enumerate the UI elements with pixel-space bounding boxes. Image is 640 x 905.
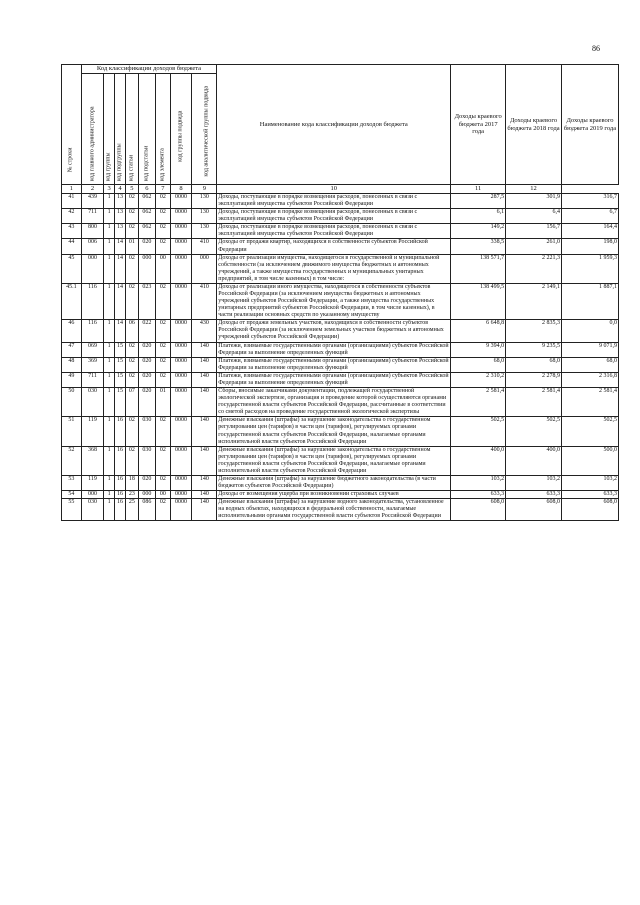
table-row bbox=[62, 357, 619, 372]
code-admin: 711 bbox=[81, 372, 104, 387]
code-admin: 439 bbox=[81, 194, 104, 209]
code-subarticle: 062 bbox=[138, 194, 156, 209]
code-admin: 000 bbox=[81, 254, 104, 283]
row-number: 50 bbox=[62, 388, 82, 417]
code-analytic: 410 bbox=[192, 239, 217, 254]
code-group: 1 bbox=[104, 239, 114, 254]
table-row bbox=[62, 194, 619, 209]
value-2018: 608,0 bbox=[506, 499, 562, 521]
value-2017: 6,1 bbox=[451, 209, 506, 224]
table-row bbox=[62, 209, 619, 224]
column-number: 6 bbox=[138, 185, 156, 194]
table-row bbox=[62, 283, 619, 319]
revenue-name: Денежные взыскания (штрафы) за нарушение водного законодательства, установленное на водных объектах, находящихся в федеральной собственности, налагаемые исполнительными органами государственной власти субъектов Российской Федерации bbox=[217, 499, 451, 521]
header-2018: Доходы краевого бюджета 2018 года bbox=[506, 65, 562, 185]
code-analytic: 000 bbox=[192, 254, 217, 283]
code-element: 02 bbox=[156, 357, 170, 372]
value-2019: 316,7 bbox=[561, 194, 618, 209]
value-2017: 633,3 bbox=[451, 491, 506, 499]
code-subgroup: 16 bbox=[114, 475, 125, 490]
value-2019: 502,5 bbox=[561, 417, 618, 446]
column-number: 10 bbox=[217, 185, 451, 194]
row-number: 48 bbox=[62, 357, 82, 372]
code-subgroup: 15 bbox=[114, 388, 125, 417]
row-number: 42 bbox=[62, 209, 82, 224]
code-group: 1 bbox=[104, 224, 114, 239]
value-2017: 138 571,7 bbox=[451, 254, 506, 283]
code-article: 02 bbox=[126, 224, 138, 239]
code-analytic: 130 bbox=[192, 224, 217, 239]
code-subgroup: 16 bbox=[114, 446, 125, 475]
table-row bbox=[62, 372, 619, 387]
value-2017: 9 394,0 bbox=[451, 342, 506, 357]
code-article: 02 bbox=[126, 372, 138, 387]
value-2017: 103,2 bbox=[451, 475, 506, 490]
code-element: 00 bbox=[156, 491, 170, 499]
code-subgroup: 15 bbox=[114, 342, 125, 357]
code-analytic: 430 bbox=[192, 320, 217, 342]
code-subtype-group: 0000 bbox=[170, 239, 192, 254]
code-analytic: 140 bbox=[192, 499, 217, 521]
value-2018: 2 278,9 bbox=[506, 372, 562, 387]
code-article: 02 bbox=[126, 357, 138, 372]
value-2019: 500,0 bbox=[561, 446, 618, 475]
code-admin: 368 bbox=[81, 446, 104, 475]
code-admin: 030 bbox=[81, 499, 104, 521]
row-number: 51 bbox=[62, 417, 82, 446]
value-2017: 338,5 bbox=[451, 239, 506, 254]
code-subarticle: 020 bbox=[138, 475, 156, 490]
revenue-name: Денежные взыскания (штрафы) за нарушение законодательства о государственном регулировании цен (тарифов) в части цен (тарифов), регулируемых органами государственной власти субъектов Российской Федерации, налагаемые органами исполнительной власти субъектов Российской Федерации bbox=[217, 417, 451, 446]
code-article: 18 bbox=[126, 475, 138, 490]
row-number: 54 bbox=[62, 491, 82, 499]
revenue-name: Доходы от продажи квартир, находящихся в собственности субъектов Российской Федерации bbox=[217, 239, 451, 254]
value-2017: 608,0 bbox=[451, 499, 506, 521]
code-subarticle: 000 bbox=[138, 491, 156, 499]
revenue-name: Доходы от реализации иного имущества, находящегося в собственности субъектов Российской Федерации (за исключением имущества бюджетных и автономных учреждений субъектов Российской Федерации, а также имущества государственных унитарных предприятий субъектов Российской Федерации, в том числе казенных), в части реализации основных средств по указанному имуществу bbox=[217, 283, 451, 319]
code-element: 00 bbox=[156, 254, 170, 283]
code-analytic: 130 bbox=[192, 194, 217, 209]
code-analytic: 410 bbox=[192, 283, 217, 319]
code-subarticle: 086 bbox=[138, 499, 156, 521]
value-2018: 68,0 bbox=[506, 357, 562, 372]
column-number: 12 bbox=[506, 185, 562, 194]
code-subarticle: 030 bbox=[138, 446, 156, 475]
code-group: 1 bbox=[104, 357, 114, 372]
code-admin: 800 bbox=[81, 224, 104, 239]
code-article: 02 bbox=[126, 417, 138, 446]
code-subtype-group: 0000 bbox=[170, 342, 192, 357]
table-row bbox=[62, 499, 619, 521]
column-number: 11 bbox=[451, 185, 506, 194]
table-row bbox=[62, 491, 619, 499]
code-subtype-group: 0000 bbox=[170, 320, 192, 342]
header-code-analytic: код аналитической группы подвида bbox=[192, 74, 217, 185]
table-row bbox=[62, 342, 619, 357]
code-group: 1 bbox=[104, 194, 114, 209]
code-analytic: 140 bbox=[192, 372, 217, 387]
value-2018: 2 581,4 bbox=[506, 388, 562, 417]
value-2019: 1 959,3 bbox=[561, 254, 618, 283]
code-subgroup: 14 bbox=[114, 239, 125, 254]
code-subarticle: 022 bbox=[138, 320, 156, 342]
code-analytic: 140 bbox=[192, 475, 217, 490]
code-element: 02 bbox=[156, 209, 170, 224]
code-element: 02 bbox=[156, 194, 170, 209]
code-subarticle: 062 bbox=[138, 224, 156, 239]
value-2017: 138 499,5 bbox=[451, 283, 506, 319]
column-number: 4 bbox=[114, 185, 125, 194]
row-number: 52 bbox=[62, 446, 82, 475]
header-code-article: код статьи bbox=[126, 74, 138, 185]
value-2018: 400,0 bbox=[506, 446, 562, 475]
revenue-name: Денежные взыскания (штрафы) за нарушение бюджетного законодательства (в части бюджетов субъектов Российской Федерации) bbox=[217, 475, 451, 490]
value-2017: 2 310,2 bbox=[451, 372, 506, 387]
row-number: 46 bbox=[62, 320, 82, 342]
code-admin: 116 bbox=[81, 283, 104, 319]
code-article: 02 bbox=[126, 209, 138, 224]
value-2019: 68,0 bbox=[561, 357, 618, 372]
code-group: 1 bbox=[104, 342, 114, 357]
code-element: 02 bbox=[156, 372, 170, 387]
header-code-group-col: код группы bbox=[104, 74, 114, 185]
code-group: 1 bbox=[104, 446, 114, 475]
revenue-name: Сборы, вносимые заказчиками документации, подлежащей государственной экологической экспертизе, организация и проведение которой осуществляются органами государственной власти субъектов Российской Федерации, рассчитанные в соответствии со сметой расходов на проведение государственной экологической экспертизы bbox=[217, 388, 451, 417]
code-subtype-group: 0000 bbox=[170, 372, 192, 387]
header-code-admin: код главного администратора bbox=[81, 74, 104, 185]
value-2017: 502,5 bbox=[451, 417, 506, 446]
value-2018: 301,9 bbox=[506, 194, 562, 209]
code-analytic: 140 bbox=[192, 388, 217, 417]
code-element: 02 bbox=[156, 239, 170, 254]
revenue-name: Доходы от реализации имущества, находящегося в государственной и муниципальной собственности (за исключением движимого имущества бюджетных и автономных учреждений, а также имущества государственных и муниципальных унитарных предприятий, в том числе казенных) в том числе: bbox=[217, 254, 451, 283]
table-row bbox=[62, 475, 619, 490]
code-admin: 119 bbox=[81, 417, 104, 446]
row-number: 43 bbox=[62, 224, 82, 239]
revenue-name: Доходы, поступающие в порядке возмещения расходов, понесенных в связи с эксплуатацией имущества субъектов Российской Федерации bbox=[217, 209, 451, 224]
code-group: 1 bbox=[104, 417, 114, 446]
code-group: 1 bbox=[104, 372, 114, 387]
code-article: 02 bbox=[126, 194, 138, 209]
code-group: 1 bbox=[104, 283, 114, 319]
code-admin: 119 bbox=[81, 475, 104, 490]
row-number: 45.1 bbox=[62, 283, 82, 319]
header-name: Наименование кода классификации доходов бюджета bbox=[217, 65, 451, 185]
header-2019: Доходы краевого бюджета 2019 года bbox=[561, 65, 618, 185]
column-number: 1 bbox=[62, 185, 82, 194]
code-admin: 000 bbox=[81, 491, 104, 499]
code-element: 02 bbox=[156, 475, 170, 490]
value-2018: 156,7 bbox=[506, 224, 562, 239]
value-2017: 68,0 bbox=[451, 357, 506, 372]
code-group: 1 bbox=[104, 388, 114, 417]
code-group: 1 bbox=[104, 254, 114, 283]
column-number: 5 bbox=[126, 185, 138, 194]
code-analytic: 140 bbox=[192, 342, 217, 357]
revenue-name: Платежи, взимаемые государственными органами (организациями) субъектов Российской Федерации за выполнение определенных функций bbox=[217, 342, 451, 357]
table-row bbox=[62, 446, 619, 475]
header-code-subgroup: код подгруппы bbox=[114, 74, 125, 185]
code-analytic: 140 bbox=[192, 357, 217, 372]
value-2019: 164,4 bbox=[561, 224, 618, 239]
code-element: 02 bbox=[156, 342, 170, 357]
code-subgroup: 13 bbox=[114, 224, 125, 239]
code-analytic: 140 bbox=[192, 491, 217, 499]
code-element: 02 bbox=[156, 417, 170, 446]
code-admin: 369 bbox=[81, 357, 104, 372]
code-subtype-group: 0000 bbox=[170, 194, 192, 209]
code-subarticle: 023 bbox=[138, 283, 156, 319]
value-2018: 502,5 bbox=[506, 417, 562, 446]
code-admin: 116 bbox=[81, 320, 104, 342]
code-subtype-group: 0000 bbox=[170, 388, 192, 417]
code-group: 1 bbox=[104, 475, 114, 490]
revenue-name: Доходы, поступающие в порядке возмещения расходов, понесенных в связи с эксплуатацией имущества субъектов Российской Федерации bbox=[217, 224, 451, 239]
row-number: 47 bbox=[62, 342, 82, 357]
value-2018: 633,3 bbox=[506, 491, 562, 499]
row-number: 55 bbox=[62, 499, 82, 521]
code-subarticle: 020 bbox=[138, 342, 156, 357]
code-analytic: 130 bbox=[192, 209, 217, 224]
value-2019: 633,3 bbox=[561, 491, 618, 499]
value-2019: 608,0 bbox=[561, 499, 618, 521]
code-element: 01 bbox=[156, 388, 170, 417]
code-subgroup: 14 bbox=[114, 283, 125, 319]
code-article: 25 bbox=[126, 499, 138, 521]
header-row-number: № строки bbox=[62, 65, 82, 185]
table-row bbox=[62, 254, 619, 283]
code-subtype-group: 0000 bbox=[170, 417, 192, 446]
code-article: 02 bbox=[126, 446, 138, 475]
value-2019: 103,2 bbox=[561, 475, 618, 490]
header-code-element: код элемента bbox=[156, 74, 170, 185]
revenue-name: Денежные взыскания (штрафы) за нарушение законодательства о государственном регулировании цен (тарифов) в части цен (тарифов), регулируемых органами государственной власти субъектов Российской Федерации, налагаемые органами исполнительной власти субъектов Российской Федерации bbox=[217, 446, 451, 475]
value-2017: 287,5 bbox=[451, 194, 506, 209]
code-subarticle: 000 bbox=[138, 254, 156, 283]
code-subtype-group: 0000 bbox=[170, 254, 192, 283]
value-2018: 2 149,1 bbox=[506, 283, 562, 319]
code-element: 02 bbox=[156, 283, 170, 319]
table-row bbox=[62, 320, 619, 342]
column-number: 8 bbox=[170, 185, 192, 194]
code-admin: 711 bbox=[81, 209, 104, 224]
value-2017: 149,2 bbox=[451, 224, 506, 239]
revenue-table bbox=[61, 64, 619, 521]
code-subtype-group: 0000 bbox=[170, 357, 192, 372]
revenue-name: Доходы от продажи земельных участков, находящихся в собственности субъектов Российской Федерации (за исключением земельных участков бюджетных и автономных учреждений субъектов Российской Федерации) bbox=[217, 320, 451, 342]
code-subtype-group: 0000 bbox=[170, 283, 192, 319]
value-2019: 1 887,1 bbox=[561, 283, 618, 319]
value-2018: 9 235,5 bbox=[506, 342, 562, 357]
header-code-subtype-group: код группы подвида bbox=[170, 74, 192, 185]
code-subtype-group: 0000 bbox=[170, 499, 192, 521]
value-2019: 6,7 bbox=[561, 209, 618, 224]
code-subtype-group: 0000 bbox=[170, 446, 192, 475]
value-2019: 0,0 bbox=[561, 320, 618, 342]
code-article: 02 bbox=[126, 342, 138, 357]
revenue-name: Платежи, взимаемые государственными органами (организациями) субъектов Российской Федерации за выполнение определенных функций bbox=[217, 372, 451, 387]
table-header bbox=[62, 65, 619, 194]
code-subgroup: 13 bbox=[114, 209, 125, 224]
table-row bbox=[62, 239, 619, 254]
revenue-name: Платежи, взимаемые государственными органами (организациями) субъектов Российской Федерации за выполнение определенных функций bbox=[217, 357, 451, 372]
code-article: 06 bbox=[126, 320, 138, 342]
code-subgroup: 16 bbox=[114, 491, 125, 499]
code-group: 1 bbox=[104, 499, 114, 521]
value-2019: 2 581,4 bbox=[561, 388, 618, 417]
code-subgroup: 15 bbox=[114, 357, 125, 372]
code-admin: 069 bbox=[81, 342, 104, 357]
code-subgroup: 13 bbox=[114, 194, 125, 209]
column-number-row bbox=[62, 185, 619, 194]
code-group: 1 bbox=[104, 491, 114, 499]
column-number: 9 bbox=[192, 185, 217, 194]
value-2018: 103,2 bbox=[506, 475, 562, 490]
code-subarticle: 062 bbox=[138, 209, 156, 224]
revenue-name: Доходы, поступающие в порядке возмещения расходов, понесенных в связи с эксплуатацией имущества субъектов Российской Федерации bbox=[217, 194, 451, 209]
value-2019: 9 071,9 bbox=[561, 342, 618, 357]
column-number: 2 bbox=[81, 185, 104, 194]
row-number: 41 bbox=[62, 194, 82, 209]
code-subgroup: 15 bbox=[114, 372, 125, 387]
code-article: 01 bbox=[126, 239, 138, 254]
code-subarticle: 020 bbox=[138, 388, 156, 417]
code-element: 02 bbox=[156, 446, 170, 475]
code-element: 02 bbox=[156, 224, 170, 239]
column-number: 3 bbox=[104, 185, 114, 194]
code-subgroup: 14 bbox=[114, 320, 125, 342]
code-subtype-group: 0000 bbox=[170, 475, 192, 490]
code-analytic: 140 bbox=[192, 417, 217, 446]
value-2018: 261,0 bbox=[506, 239, 562, 254]
value-2018: 2 835,3 bbox=[506, 320, 562, 342]
code-article: 02 bbox=[126, 254, 138, 283]
header-code-group: Код классификации доходов бюджета bbox=[81, 65, 217, 74]
value-2018: 2 221,3 bbox=[506, 254, 562, 283]
code-subtype-group: 0000 bbox=[170, 209, 192, 224]
code-article: 23 bbox=[126, 491, 138, 499]
table-row bbox=[62, 224, 619, 239]
code-subgroup: 16 bbox=[114, 417, 125, 446]
code-subtype-group: 0000 bbox=[170, 224, 192, 239]
code-admin: 006 bbox=[81, 239, 104, 254]
code-group: 1 bbox=[104, 209, 114, 224]
code-subarticle: 020 bbox=[138, 239, 156, 254]
table-body bbox=[62, 194, 619, 521]
code-group: 1 bbox=[104, 320, 114, 342]
page-number: 86 bbox=[592, 44, 600, 53]
value-2019: 198,0 bbox=[561, 239, 618, 254]
revenue-name: Доходы от возмещения ущерба при возникновении страховых случаев bbox=[217, 491, 451, 499]
code-admin: 030 bbox=[81, 388, 104, 417]
value-2017: 6 648,8 bbox=[451, 320, 506, 342]
code-subarticle: 020 bbox=[138, 372, 156, 387]
code-element: 02 bbox=[156, 499, 170, 521]
code-subgroup: 16 bbox=[114, 499, 125, 521]
code-article: 02 bbox=[126, 283, 138, 319]
code-subarticle: 030 bbox=[138, 417, 156, 446]
value-2017: 400,0 bbox=[451, 446, 506, 475]
code-subgroup: 14 bbox=[114, 254, 125, 283]
value-2019: 2 316,8 bbox=[561, 372, 618, 387]
table-row bbox=[62, 417, 619, 446]
code-article: 07 bbox=[126, 388, 138, 417]
header-code-subarticle: код подстатьи bbox=[138, 74, 156, 185]
code-element: 02 bbox=[156, 320, 170, 342]
column-number: 7 bbox=[156, 185, 170, 194]
value-2017: 2 581,4 bbox=[451, 388, 506, 417]
table-row bbox=[62, 388, 619, 417]
value-2018: 6,4 bbox=[506, 209, 562, 224]
code-subarticle: 020 bbox=[138, 357, 156, 372]
row-number: 45 bbox=[62, 254, 82, 283]
header-2017: Доходы краевого бюджета 2017 года bbox=[451, 65, 506, 185]
row-number: 49 bbox=[62, 372, 82, 387]
code-analytic: 140 bbox=[192, 446, 217, 475]
row-number: 44 bbox=[62, 239, 82, 254]
row-number: 53 bbox=[62, 475, 82, 490]
code-subtype-group: 0000 bbox=[170, 491, 192, 499]
